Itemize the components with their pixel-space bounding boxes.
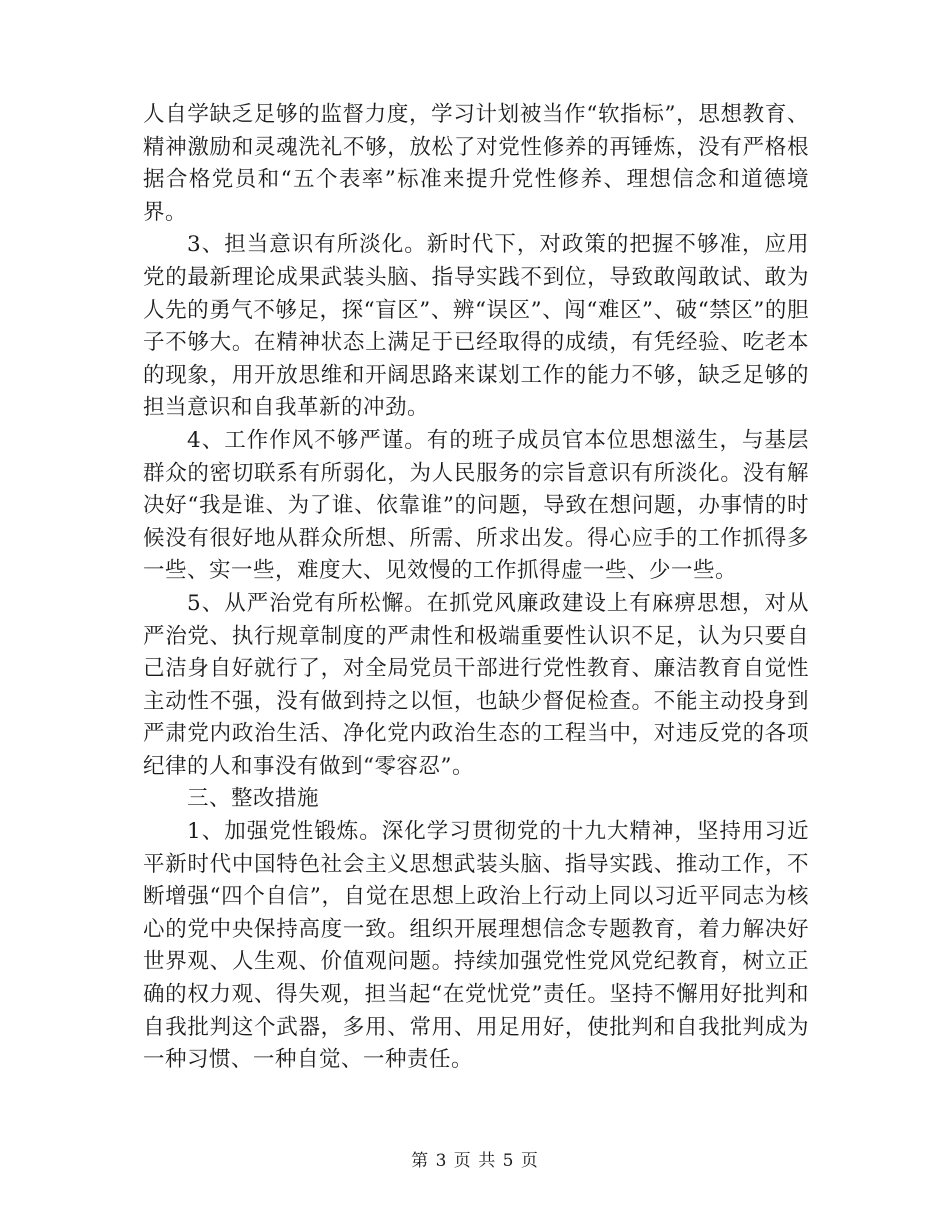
paragraph-work-style: 4、工作作风不够严谨。有的班子成员官本位思想滋生，与基层群众的密切联系有所弱化，为人民服务的宗旨意识有所淡化。没有解决好“我是谁、为了谁、依靠谁”的问题，导致在想问题，办事情的时候没有很好地从群众所想、所需、所求出发。得心应手的工作抓得多一些、实一些，难度大、见效慢的工作抓得虚一些、少一些。 (143, 427, 809, 584)
paragraph-strict-governance: 5、从严治党有所松懈。在抓党风廉政建设上有麻痹思想，对从严治党、执行规章制度的严肃性和极端重要性认识不足，认为只要自己洁身自好就行了，对全局党员干部进行党性教育、廉洁教育自觉性主动性不强，没有做到持之以恒，也缺少督促检查。不能主动投身到严肃党内政治生活、净化党内政治生态的工程当中，对违反党的各项纪律的人和事没有做到“零容忍”。 (143, 590, 809, 779)
section-heading-rectification: 三、整改措施 (187, 786, 320, 812)
paragraph-study-supervision: 人自学缺乏足够的监督力度，学习计划被当作“软指标”，思想教育、精神激励和灵魂洗礼不够，放松了对党性修养的再锤炼，没有严格根据合格党员和“五个表率”标准来提升党性修养、理想信念和道德境界。 (143, 102, 809, 225)
document-body (143, 99, 809, 1077)
paragraph-responsibility-awareness: 3、担当意识有所淡化。新时代下，对政策的把握不够准，应用党的最新理论成果武装头脑、指导实践不到位，导致敢闯敢试、敢为人先的勇气不够足，探“盲区”、辨“误区”、闯“难区”、破“禁区”的胆子不够大。在精神状态上满足于已经取得的成绩，有凭经验、吃老本的现象，用开放思维和开阔思路来谋划工作的能力不够，缺乏足够的担当意识和自我革新的冲劲。 (143, 232, 809, 421)
paragraph-party-spirit-training: 1、加强党性锻炼。深化学习贯彻党的十九大精神，坚持用习近平新时代中国特色社会主义思想武装头脑、指导实践、推动工作，不断增强“四个自信”，自觉在思想上政治上行动上同以习近平同志为核心的党中央保持高度一致。组织开展理想信念专题教育，着力解决好世界观、人生观、价值观问题。持续加强党性党风党纪教育，树立正确的权力观、得失观，担当起“在党忧党”责任。坚持不懈用好批判和自我批判这个武器，多用、常用、用足用好，使批判和自我批判成为一种习惯、一种自觉、一种责任。 (143, 819, 809, 1073)
page-number-footer: 第 3 页 共 5 页 (411, 1151, 539, 1171)
